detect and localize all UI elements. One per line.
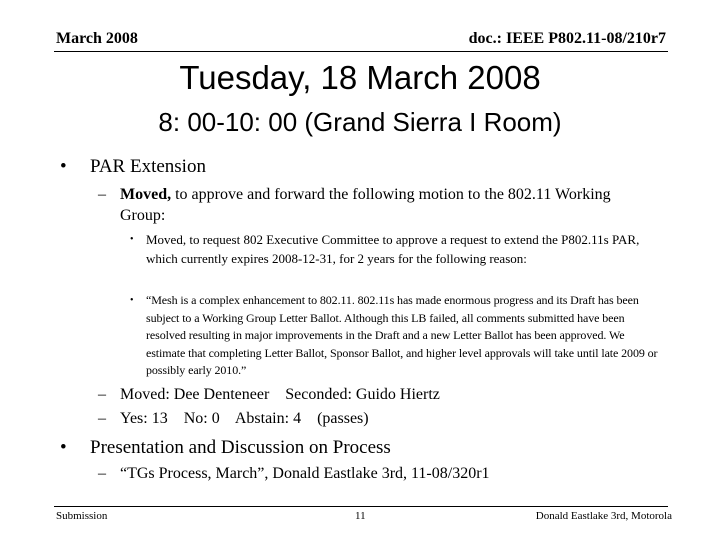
motion-text: Moved, to request 802 Executive Committee to approve a request to extend the P802.11s PAR, which currently expires 2008-12-31, for 2 years for the following reason: (146, 232, 640, 266)
subbullet-tgs-process (98, 463, 658, 484)
dash-marker: – (98, 186, 106, 203)
dash-marker: – (98, 386, 106, 403)
slide-title: Tuesday, 18 March 2008 (179, 59, 541, 96)
bullet-marker: • (130, 234, 134, 245)
slide-subtitle: 8: 00-10: 00 (Grand Sierra I Room) (158, 107, 562, 137)
bullet-marker: • (60, 437, 67, 458)
motion-reason-item (130, 292, 675, 380)
header-doc-id: doc.: IEEE P802.11-08/210r7 (468, 30, 666, 47)
dash-marker: – (98, 465, 106, 482)
subbullet-moved-by (98, 384, 658, 405)
subbullet-text (120, 184, 640, 226)
motion-text-item (130, 230, 675, 288)
subbullet-vote (98, 408, 658, 429)
vote-text: Yes: 13 No: 0 Abstain: 4 (passes) (120, 410, 369, 427)
bullet-par-extension (60, 155, 660, 179)
moved-text: to approve and forward the following motion to the 802.11 Working Group: (120, 186, 611, 224)
footer-submission: Submission (56, 510, 108, 522)
motion-reason-text: “Mesh is a complex enhancement to 802.11. 802.11s has made enormous progress and its Draft has been subject to a Working Group Letter Ballot. Although this LB failed, all comments submitted have been resolved resulting in major improvements in the Draft and a new Letter Ballot has been approved. We estimate that completing Letter Ballot, Sponsor Ballot, and higher level approvals will take until late 2009 or possibly early 2010.” (146, 293, 658, 377)
header-divider (54, 51, 668, 52)
bullet-text: PAR Extension (90, 156, 206, 177)
footer-divider (54, 506, 668, 507)
header-date: March 2008 (56, 30, 138, 47)
subbullet-moved-motion (98, 184, 658, 226)
footer-author: Donald Eastlake 3rd, Motorola (535, 510, 672, 522)
bullet-marker: • (60, 156, 67, 177)
footer-page-number: 11 (355, 510, 366, 522)
dash-marker: – (98, 410, 106, 427)
moved-lead: Moved, (120, 186, 172, 203)
bullet-presentation (60, 436, 660, 460)
moved-by-text: Moved: Dee Denteneer Seconded: Guido Hiertz (120, 386, 440, 403)
bullet-text: Presentation and Discussion on Process (90, 437, 391, 458)
tgs-process-text: “TGs Process, March”, Donald Eastlake 3rd, 11-08/320r1 (120, 465, 490, 482)
bullet-marker: • (130, 295, 134, 306)
